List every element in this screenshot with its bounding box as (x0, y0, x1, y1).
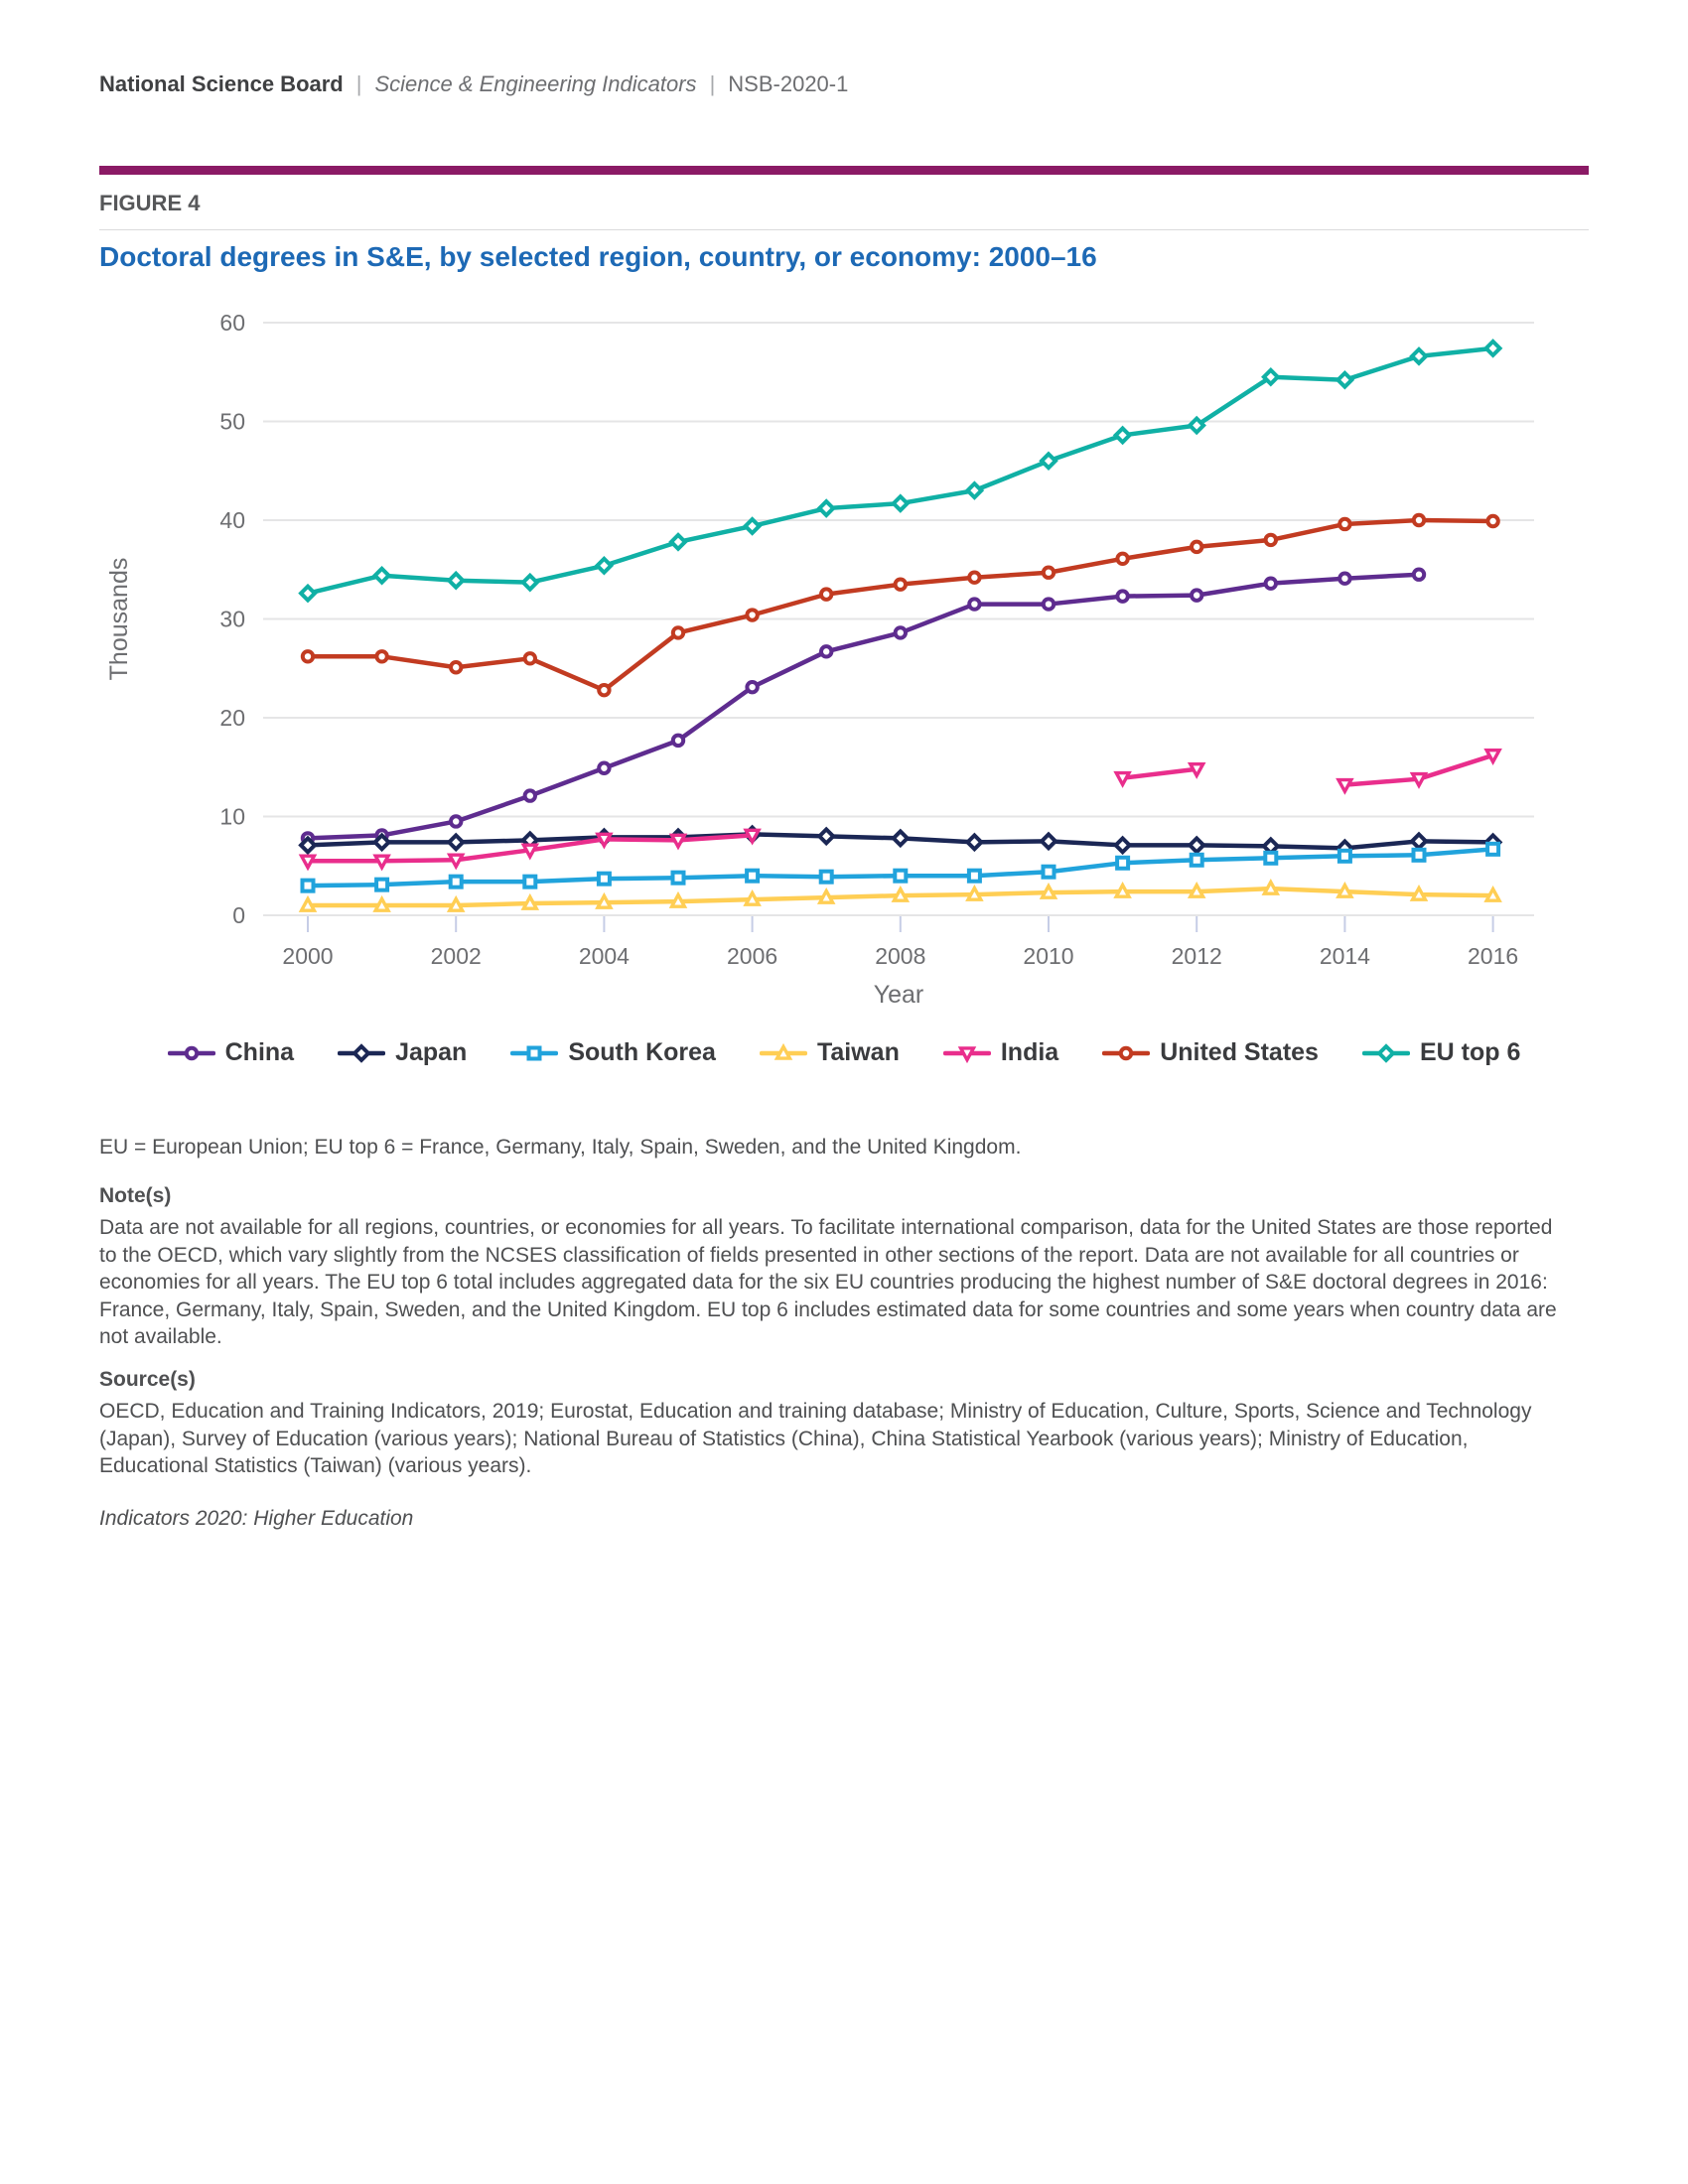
data-point-marker (375, 835, 389, 849)
line-chart (99, 283, 1589, 1008)
data-point-marker (376, 880, 387, 890)
x-tick-label: 2014 (1319, 943, 1370, 969)
data-point-marker (1192, 542, 1201, 552)
data-point-marker (301, 587, 315, 601)
x-tick-label: 2000 (282, 943, 334, 969)
header-separator-1: | (355, 71, 362, 96)
data-point-marker (375, 898, 388, 910)
legend-label-china: China (224, 1038, 295, 1066)
legend-item-united-states[interactable] (1102, 1038, 1319, 1067)
x-tick-label: 2016 (1468, 943, 1519, 969)
x-tick-label: 2002 (430, 943, 482, 969)
data-point-marker (894, 831, 908, 845)
divider-line (99, 229, 1589, 230)
series-china (303, 570, 1424, 844)
data-point-marker (1413, 774, 1426, 786)
series-line-india (1123, 769, 1197, 778)
report-id: NSB-2020-1 (728, 71, 849, 96)
data-point-marker (820, 890, 833, 902)
data-point-marker (449, 574, 463, 588)
legend-label-south-korea: South Korea (568, 1038, 716, 1066)
y-tick-label: 10 (219, 803, 245, 830)
y-tick-label: 20 (219, 705, 245, 731)
data-point-marker (746, 519, 760, 533)
data-point-marker (1412, 834, 1426, 848)
data-point-marker (1191, 764, 1203, 776)
legend-item-south-korea[interactable] (510, 1038, 716, 1067)
series-japan (301, 827, 1499, 855)
data-point-marker (1266, 578, 1276, 588)
data-point-marker (747, 871, 758, 882)
data-point-marker (1116, 773, 1129, 785)
chart-legend (99, 1038, 1589, 1067)
figure-title: Doctoral degrees in S&E, by selected region, country, or economy: 2000–16 (99, 241, 1097, 272)
data-point-marker (672, 894, 685, 906)
data-point-marker (523, 845, 536, 857)
data-point-marker (896, 627, 906, 637)
data-point-marker (451, 816, 461, 826)
data-point-marker (523, 576, 537, 590)
data-point-marker (451, 877, 462, 887)
data-point-marker (1265, 853, 1276, 864)
data-point-marker (1487, 516, 1497, 526)
series-taiwan (302, 883, 1499, 911)
data-point-marker (1412, 349, 1426, 363)
data-point-marker (969, 599, 979, 609)
data-point-marker (523, 896, 536, 908)
data-point-marker (777, 1046, 790, 1058)
report-section-note: Indicators 2020: Higher Education (99, 1506, 414, 1530)
series-line-china (308, 575, 1419, 839)
y-tick-label: 0 (232, 902, 245, 928)
data-point-marker (968, 888, 981, 900)
data-point-marker (599, 874, 610, 885)
org-name: National Science Board (99, 71, 344, 96)
data-point-marker (1414, 570, 1424, 580)
data-point-marker (599, 685, 609, 695)
data-point-marker (1338, 780, 1351, 792)
data-point-marker (746, 830, 759, 842)
data-point-marker (821, 589, 831, 599)
report-header (99, 71, 848, 97)
data-point-marker (598, 895, 611, 907)
data-point-marker (747, 682, 757, 692)
data-point-marker (451, 662, 461, 672)
x-tick-label: 2006 (727, 943, 778, 969)
x-tick-label: 2012 (1171, 943, 1222, 969)
legend-marker-india (943, 1042, 991, 1064)
data-point-marker (1486, 889, 1499, 901)
data-point-marker (1486, 341, 1500, 355)
data-point-marker (1044, 599, 1054, 609)
data-point-marker (1266, 535, 1276, 545)
data-point-marker (186, 1047, 196, 1057)
data-point-marker (597, 559, 611, 573)
series-eu-top-6 (301, 341, 1499, 601)
x-tick-label: 2010 (1023, 943, 1074, 969)
y-tick-label: 40 (219, 507, 245, 533)
data-point-marker (1116, 838, 1130, 852)
y-tick-label: 50 (219, 408, 245, 435)
data-point-marker (1414, 515, 1424, 525)
legend-item-eu-top-6[interactable] (1362, 1038, 1520, 1067)
data-point-marker (967, 483, 981, 497)
data-point-marker (450, 855, 463, 867)
data-point-marker (894, 889, 907, 901)
legend-marker-eu-top-6 (1362, 1042, 1410, 1064)
data-point-marker (1117, 554, 1127, 564)
data-point-marker (1044, 867, 1055, 878)
data-point-marker (1116, 429, 1130, 443)
data-point-marker (1190, 838, 1203, 852)
data-point-marker (301, 838, 315, 852)
publication-name: Science & Engineering Indicators (374, 71, 697, 96)
data-point-marker (1487, 844, 1498, 855)
data-point-marker (819, 501, 833, 515)
series-line-eu-top-6 (308, 348, 1493, 594)
data-point-marker (1264, 370, 1278, 384)
data-point-marker (1192, 590, 1201, 600)
data-point-marker (598, 834, 611, 846)
legend-label-japan: Japan (395, 1038, 468, 1066)
sources-heading: Source(s) (99, 1367, 196, 1391)
data-point-marker (1042, 454, 1055, 468)
series-india (302, 751, 1499, 868)
data-point-marker (1192, 855, 1202, 866)
data-point-marker (1339, 574, 1349, 584)
series-line-united-states (308, 520, 1493, 690)
data-point-marker (673, 627, 683, 637)
data-point-marker (1121, 1047, 1131, 1057)
footnotes (99, 1134, 1557, 1532)
data-point-marker (1117, 858, 1128, 869)
eu-abbreviation-note: EU = European Union; EU top 6 = France, Germany, Italy, Spain, Sweden, and the United Kingdom. (99, 1136, 1022, 1159)
data-point-marker (525, 790, 535, 800)
data-point-marker (1414, 850, 1425, 861)
data-point-marker (375, 569, 389, 583)
data-point-marker (1379, 1046, 1393, 1060)
notes-body: Data are not available for all regions, countries, or economies for all years. To facilitate international comparison, data for the United States are those reported to the OECD, which vary slightly from the NCSES classification of fields presented in other sections of the report. Data are not available for all countries or economies for all years. The EU top 6 total includes aggregated data for the six EU countries producing the highest number of S&E doctoral degrees in 2016: France, Germany, Italy, Spain, Sweden, and the United Kingdom. EU top 6 includes estimated data for some countries and some years when country data are not available. (99, 1216, 1557, 1348)
data-point-marker (747, 610, 757, 619)
data-point-marker (1044, 568, 1054, 578)
x-axis-title: Year (873, 981, 924, 1008)
data-point-marker (450, 898, 463, 910)
data-point-marker (821, 872, 832, 883)
legend-marker-china (168, 1042, 215, 1064)
x-tick-label: 2004 (578, 943, 630, 969)
legend-marker-united-states (1102, 1042, 1150, 1064)
data-point-marker (303, 651, 313, 661)
data-point-marker (1190, 419, 1203, 433)
data-point-marker (599, 763, 609, 773)
data-point-marker (529, 1047, 540, 1058)
series-united-states (303, 515, 1498, 696)
data-point-marker (895, 871, 906, 882)
data-point-marker (524, 877, 535, 887)
data-point-marker (1337, 373, 1351, 387)
data-point-marker (1339, 851, 1350, 862)
legend-marker-taiwan (760, 1042, 807, 1064)
data-point-marker (354, 1046, 368, 1060)
series-south-korea (303, 844, 1499, 891)
data-point-marker (449, 835, 463, 849)
data-point-marker (1486, 751, 1499, 762)
data-point-marker (1413, 888, 1426, 900)
data-point-marker (821, 646, 831, 656)
data-point-marker (1043, 887, 1055, 898)
header-separator-2: | (709, 71, 716, 96)
data-point-marker (302, 856, 315, 868)
legend-marker-japan (338, 1042, 385, 1064)
data-point-marker (967, 835, 981, 849)
legend-item-china[interactable] (168, 1038, 294, 1067)
data-point-marker (671, 535, 685, 549)
legend-label-united-states: United States (1160, 1038, 1319, 1066)
data-point-marker (1264, 883, 1277, 894)
data-point-marker (896, 579, 906, 589)
sources-body: OECD, Education and Training Indicators, 2019; Eurostat, Education and training database; Ministry of Education, Culture, Sports, Science and Technology (Japan), Survey of Education (various years); National Bureau of Statistics (China), China Statistical Yearbook (various years); Ministry of Education, Educational Statistics (Taiwan) (various years). (99, 1400, 1532, 1477)
figure-label: FIGURE 4 (99, 191, 201, 215)
data-point-marker (303, 881, 314, 891)
data-point-marker (960, 1047, 973, 1059)
data-point-marker (1042, 834, 1055, 848)
data-point-marker (969, 871, 980, 882)
data-point-marker (894, 496, 908, 510)
data-point-marker (969, 573, 979, 583)
legend-label-india: India (1000, 1038, 1059, 1066)
y-tick-label: 60 (219, 310, 245, 336)
data-point-marker (673, 873, 684, 884)
legend-item-taiwan[interactable] (760, 1038, 900, 1067)
data-point-marker (302, 898, 315, 910)
data-point-marker (819, 829, 833, 843)
data-point-marker (673, 736, 683, 746)
data-point-marker (1338, 886, 1351, 897)
x-tick-label: 2008 (875, 943, 926, 969)
legend-marker-south-korea (510, 1042, 558, 1064)
data-point-marker (1117, 591, 1127, 601)
data-point-marker (1116, 886, 1129, 897)
data-point-marker (1191, 886, 1203, 897)
data-point-marker (375, 856, 388, 868)
data-point-marker (376, 651, 386, 661)
notes-heading: Note(s) (99, 1183, 172, 1207)
data-point-marker (672, 835, 685, 847)
legend-label-eu-top-6: EU top 6 (1419, 1038, 1521, 1066)
accent-rule (99, 166, 1589, 175)
y-axis-title: Thousands (105, 557, 133, 681)
legend-item-japan[interactable] (338, 1038, 467, 1067)
legend-label-taiwan: Taiwan (816, 1038, 900, 1066)
data-point-marker (525, 653, 535, 663)
legend-item-india[interactable] (943, 1038, 1058, 1067)
data-point-marker (1339, 519, 1349, 529)
data-point-marker (746, 892, 759, 904)
y-tick-label: 30 (219, 606, 245, 632)
